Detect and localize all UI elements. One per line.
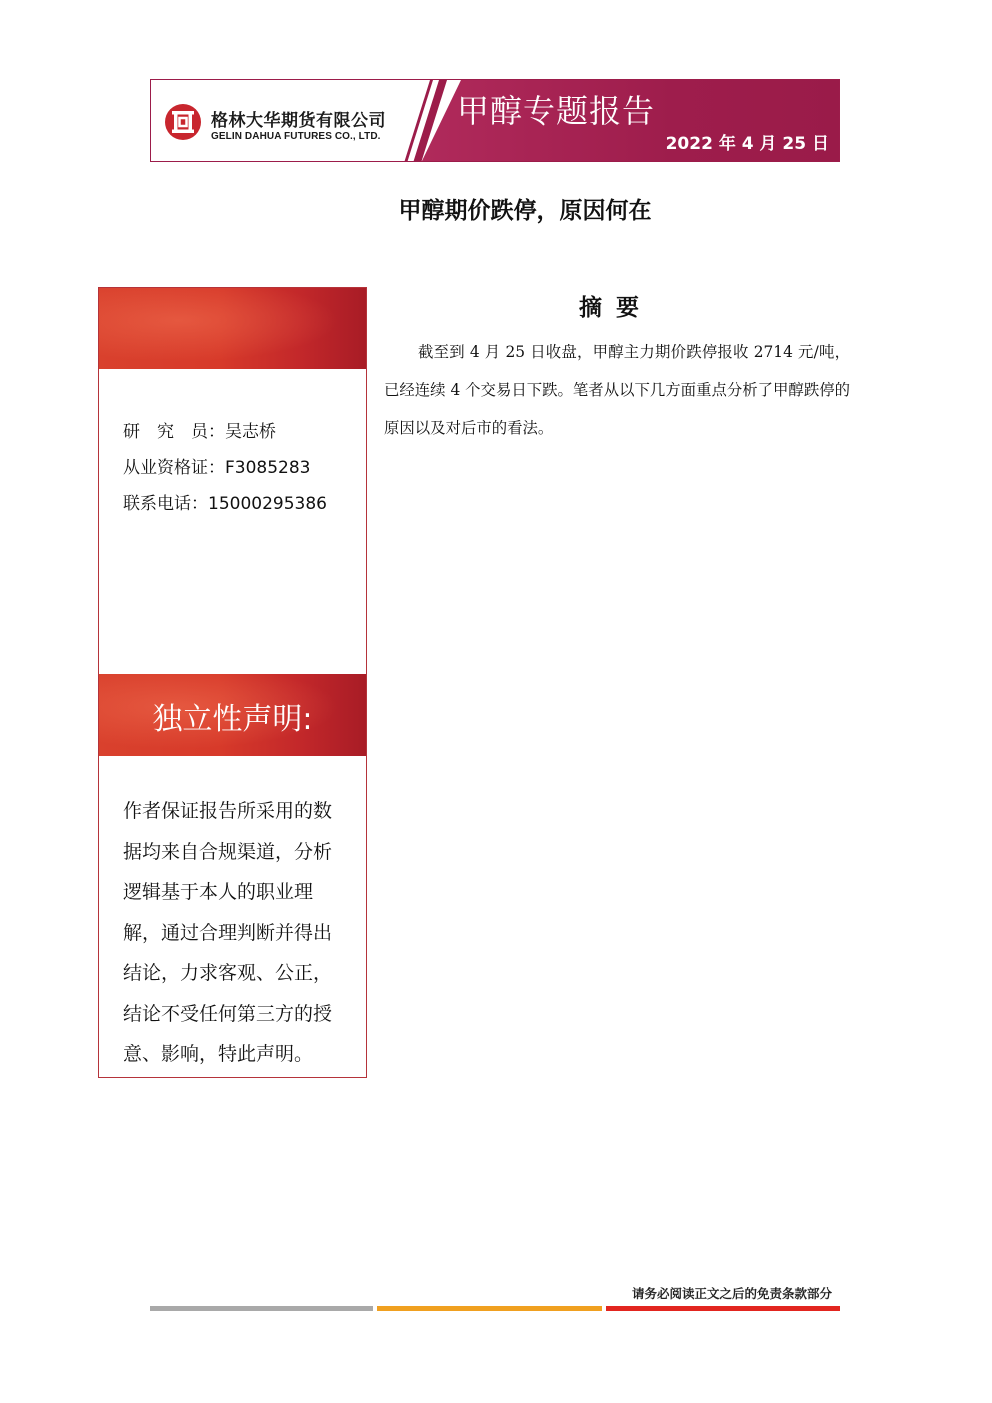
footer-line-orange: [377, 1306, 602, 1311]
researcher-label-tail: 员：: [191, 422, 225, 442]
researcher-label: 研究: [123, 422, 191, 442]
report-header: [150, 79, 840, 162]
abstract-heading: 摘要: [579, 295, 653, 321]
report-type-title: 甲醇专题报告: [457, 92, 656, 130]
phone-number: 15000295386: [208, 494, 327, 514]
company-name-cn: 格林大华期货有限公司: [211, 111, 386, 131]
report-date: 2022 年 4 月 25 日: [665, 134, 829, 154]
statement-title: 独立性声明:: [152, 702, 313, 737]
abstract-body: 截至到 4 月 25 日收盘，甲醇主力期价跌停报收 2714 元/吨，已经连续 4 个交易日下跌。笔者从以下几方面重点分析了甲醇跌停的原因以及对后市的看法。: [384, 343, 850, 437]
author-info: [123, 414, 327, 522]
researcher-name: 吴志桥: [225, 422, 276, 442]
company-name-en: GELIN DAHUA FUTURES CO., LTD.: [211, 131, 381, 142]
disclaimer-note: 请务必阅读正文之后的免责条款部分: [631, 1286, 832, 1301]
author-sidebar: [98, 287, 367, 1078]
license-row: [123, 450, 327, 486]
report-title: 甲醇期价跌停，原因何在: [398, 198, 652, 224]
phone-row: [123, 486, 327, 522]
footer-line-gray: [150, 1306, 373, 1311]
license-number: F3085283: [225, 458, 311, 478]
gelin-dahua-logo-icon: [163, 102, 203, 142]
researcher-row: [123, 414, 327, 450]
independence-statement: 作者保证报告所采用的数据均来自合规渠道，分析逻辑基于本人的职业理解，通过合理判断并得出结论，力求客观、公正，结论不受任何第三方的授意、影响，特此声明。: [123, 800, 333, 1065]
statement-band: [99, 674, 366, 756]
license-label: 从业资格证：: [123, 458, 225, 478]
sidebar-top-band: [99, 288, 366, 369]
footer-line-red: [606, 1306, 840, 1311]
phone-label: 联系电话：: [123, 494, 208, 514]
